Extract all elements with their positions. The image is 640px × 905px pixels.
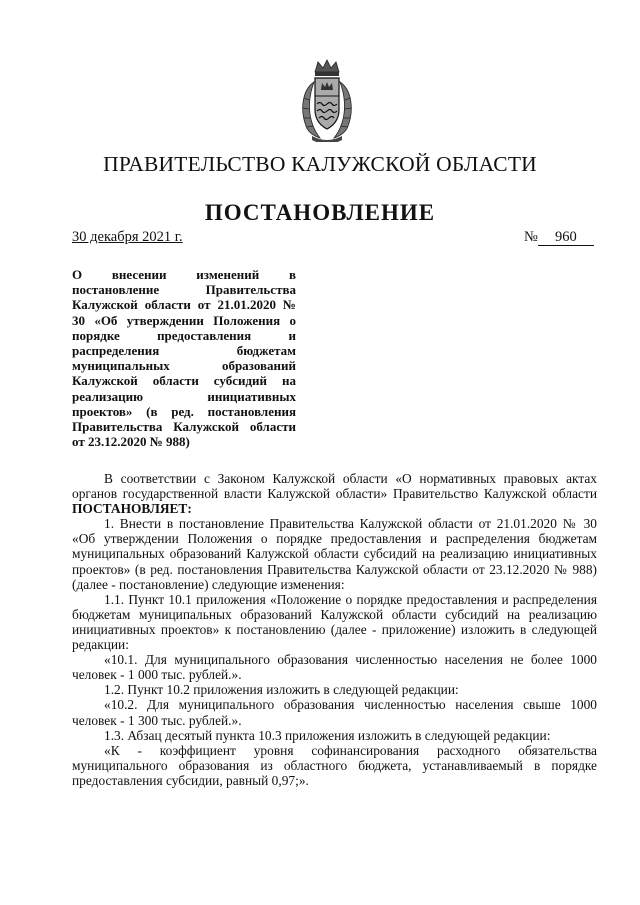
document-body	[72, 471, 597, 788]
document-number-value: 960	[538, 230, 594, 246]
number-sign: №	[524, 229, 538, 245]
document-date-value: 30 декабря 2021 г.	[72, 229, 183, 245]
preamble-decree-word: ПОСТАНОВЛЯЕТ:	[72, 501, 192, 517]
preamble-text: В соответствии с Законом Калужской области «О нормативных правовых актах органов государственной власти Калужской области» Правительство Калужской области	[72, 471, 597, 502]
document-number	[524, 229, 594, 246]
paragraph-quote-k: «К - коэффициент уровня софинансирования расходного обязательства муниципального образования из областного бюджета, устанавливаемый в порядке предоставления субсидии, равный 0,97;».	[72, 742, 597, 788]
paragraph-item-1-2: 1.2. Пункт 10.2 приложения изложить в следующей редакции:	[104, 682, 459, 698]
paragraph-quote-10-1: «10.1. Для муниципального образования численностью населения не более 1000 человек - 1 000 тыс. рублей.».	[72, 652, 597, 683]
document-subject: О внесении изменений в постановление Правительства Калужской области от 21.01.2020 № 30 «Об утверждении Положения о порядке предоставления и распределения бюджетам муниципальных образований Калужской области субсидий на реализацию инициативных проектов» (в ред. постановления Правительства Калужской области от 23.12.2020 № 988)	[72, 267, 296, 450]
paragraph-quote-10-2: «10.2. Для муниципального образования численностью населения свыше 1000 человек - 1 300 тыс. рублей.».	[72, 697, 597, 728]
paragraph-item-1-3: 1.3. Абзац десятый пункта 10.3 приложения изложить в следующей редакции:	[104, 727, 551, 743]
document-date	[72, 229, 183, 246]
organization-title: ПРАВИТЕЛЬСТВО КАЛУЖСКОЙ ОБЛАСТИ	[103, 152, 537, 176]
paragraph-item-1: 1. Внести в постановление Правительства Калужской области от 21.01.2020 № 30 «Об утверждении Положения о порядке предоставления и распределения бюджетам муниципальных образований Калужской области субсидий на реализацию инициативных проектов» (в ред. постановления Правительства Калужской области от 23.12.2020 № 988) (далее - постановление) следующие изменения:	[72, 516, 597, 592]
document-type-title: ПОСТАНОВЛЕНИЕ	[204, 200, 436, 225]
coat-of-arms-icon	[298, 58, 356, 142]
paragraph-item-1-1: 1.1. Пункт 10.1 приложения «Положение о порядке предоставления и распределения бюджетам муниципальных образований Калужской области субсидий на реализацию инициативных проектов» к постановлению (далее - приложение) изложить в следующей редакции:	[72, 591, 597, 653]
paragraph-preamble	[72, 471, 597, 516]
